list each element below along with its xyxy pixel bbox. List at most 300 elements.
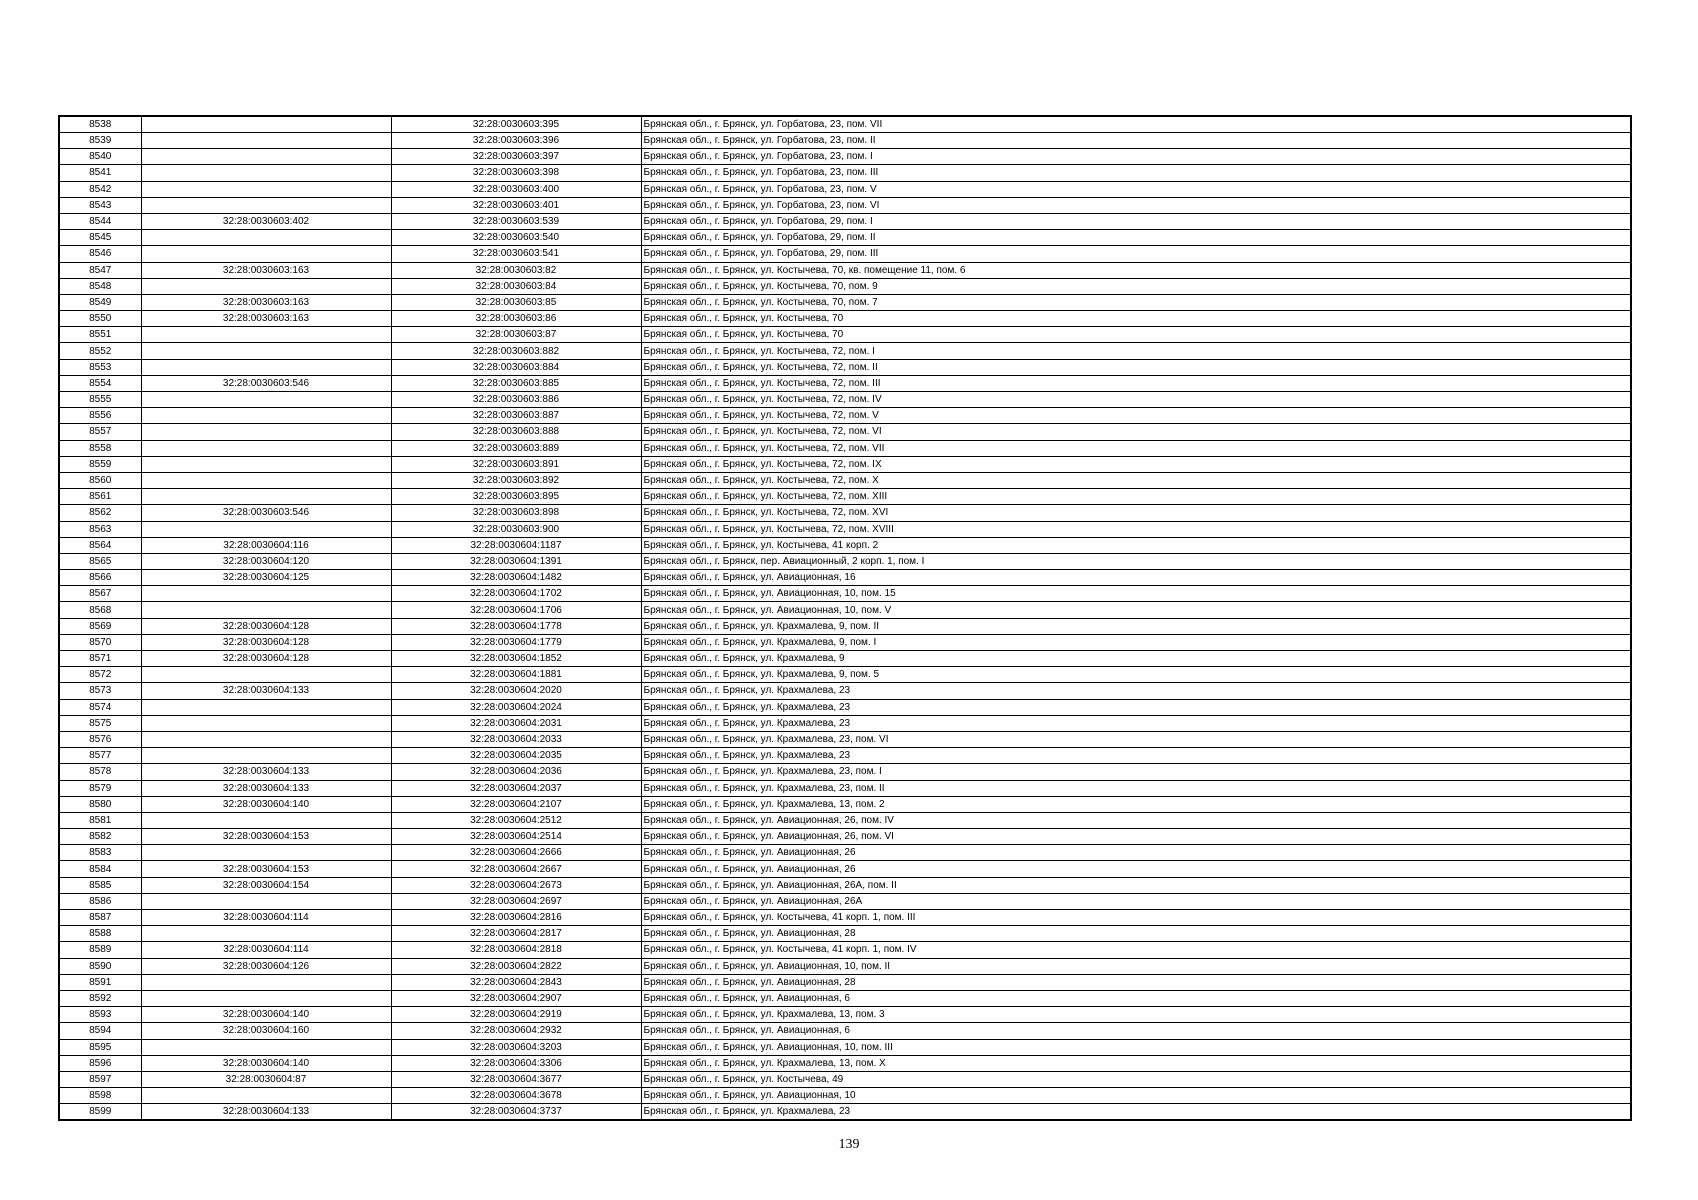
parent-cadastral-cell: 32:28:0030604:114 — [141, 910, 391, 926]
row-number-cell: 8596 — [59, 1055, 141, 1071]
parent-cadastral-cell: 32:28:0030604:133 — [141, 683, 391, 699]
row-number-cell: 8563 — [59, 521, 141, 537]
parent-cadastral-cell — [141, 715, 391, 731]
table-row — [59, 149, 1631, 165]
address-cell: Брянская обл., г. Брянск, ул. Крахмалева, 23 — [641, 1104, 1631, 1121]
address-cell: Брянская обл., г. Брянск, ул. Авиационная, 26А — [641, 893, 1631, 909]
parent-cadastral-cell — [141, 667, 391, 683]
parent-cadastral-cell — [141, 990, 391, 1006]
address-cell: Брянская обл., г. Брянск, ул. Костычева, 41 корп. 1, пом. III — [641, 910, 1631, 926]
row-number-cell: 8550 — [59, 311, 141, 327]
address-cell: Брянская обл., г. Брянск, ул. Крахмалева, 9, пом. II — [641, 618, 1631, 634]
row-number-cell: 8554 — [59, 375, 141, 391]
table-row — [59, 165, 1631, 181]
row-number-cell: 8551 — [59, 327, 141, 343]
cadastral-number-cell: 32:28:0030604:2817 — [391, 926, 641, 942]
table-row — [59, 829, 1631, 845]
cadastral-number-cell: 32:28:0030603:884 — [391, 359, 641, 375]
address-cell: Брянская обл., г. Брянск, ул. Костычева, 70 — [641, 327, 1631, 343]
row-number-cell: 8553 — [59, 359, 141, 375]
row-number-cell: 8538 — [59, 116, 141, 133]
cadastral-number-cell: 32:28:0030604:2843 — [391, 974, 641, 990]
table-row — [59, 294, 1631, 310]
cadastral-number-cell: 32:28:0030603:395 — [391, 116, 641, 133]
address-cell: Брянская обл., г. Брянск, ул. Авиационная, 26 — [641, 861, 1631, 877]
table-row — [59, 796, 1631, 812]
address-cell: Брянская обл., г. Брянск, ул. Авиационная, 10, пом. 15 — [641, 586, 1631, 602]
cadastral-number-cell: 32:28:0030603:85 — [391, 294, 641, 310]
row-number-cell: 8572 — [59, 667, 141, 683]
parent-cadastral-cell — [141, 197, 391, 213]
row-number-cell: 8577 — [59, 748, 141, 764]
cadastral-number-cell: 32:28:0030603:84 — [391, 278, 641, 294]
address-cell: Брянская обл., г. Брянск, ул. Горбатова, 29, пом. III — [641, 246, 1631, 262]
table-body — [59, 116, 1631, 1120]
row-number-cell: 8589 — [59, 942, 141, 958]
parent-cadastral-cell — [141, 974, 391, 990]
address-cell: Брянская обл., г. Брянск, ул. Костычева, 72, пом. X — [641, 472, 1631, 488]
address-cell: Брянская обл., г. Брянск, ул. Крахмалева, 13, пом. 2 — [641, 796, 1631, 812]
table-row — [59, 699, 1631, 715]
cadastral-number-cell: 32:28:0030604:2514 — [391, 829, 641, 845]
address-cell: Брянская обл., г. Брянск, ул. Костычева, 72, пом. V — [641, 408, 1631, 424]
table-row — [59, 651, 1631, 667]
address-cell: Брянская обл., г. Брянск, ул. Костычева, 72, пом. I — [641, 343, 1631, 359]
address-cell: Брянская обл., г. Брянск, ул. Костычева, 72, пом. IV — [641, 392, 1631, 408]
cadastral-number-cell: 32:28:0030604:2033 — [391, 731, 641, 747]
parent-cadastral-cell — [141, 699, 391, 715]
address-cell: Брянская обл., г. Брянск, ул. Костычева, 70, пом. 9 — [641, 278, 1631, 294]
cadastral-number-cell: 32:28:0030604:1778 — [391, 618, 641, 634]
parent-cadastral-cell — [141, 456, 391, 472]
parent-cadastral-cell: 32:28:0030604:128 — [141, 634, 391, 650]
table-row — [59, 230, 1631, 246]
cadastral-number-cell: 32:28:0030604:3203 — [391, 1039, 641, 1055]
parent-cadastral-cell — [141, 926, 391, 942]
cadastral-number-cell: 32:28:0030604:2020 — [391, 683, 641, 699]
cadastral-number-cell: 32:28:0030603:891 — [391, 456, 641, 472]
address-cell: Брянская обл., г. Брянск, ул. Авиационная, 6 — [641, 990, 1631, 1006]
address-cell: Брянская обл., г. Брянск, ул. Костычева, 72, пом. VI — [641, 424, 1631, 440]
row-number-cell: 8558 — [59, 440, 141, 456]
address-cell: Брянская обл., г. Брянск, пер. Авиационный, 2 корп. 1, пом. I — [641, 553, 1631, 569]
address-cell: Брянская обл., г. Брянск, ул. Крахмалева, 23, пом. II — [641, 780, 1631, 796]
table-row — [59, 408, 1631, 424]
row-number-cell: 8597 — [59, 1071, 141, 1087]
row-number-cell: 8541 — [59, 165, 141, 181]
cadastral-number-cell: 32:28:0030603:892 — [391, 472, 641, 488]
table-row — [59, 1023, 1631, 1039]
cadastral-number-cell: 32:28:0030603:889 — [391, 440, 641, 456]
table-row — [59, 116, 1631, 133]
table-row — [59, 667, 1631, 683]
parent-cadastral-cell — [141, 230, 391, 246]
parent-cadastral-cell: 32:28:0030603:402 — [141, 213, 391, 229]
table-row — [59, 1039, 1631, 1055]
address-cell: Брянская обл., г. Брянск, ул. Крахмалева, 9, пом. 5 — [641, 667, 1631, 683]
parent-cadastral-cell — [141, 327, 391, 343]
address-cell: Брянская обл., г. Брянск, ул. Крахмалева, 9, пом. I — [641, 634, 1631, 650]
row-number-cell: 8584 — [59, 861, 141, 877]
row-number-cell: 8568 — [59, 602, 141, 618]
cadastral-number-cell: 32:28:0030603:396 — [391, 133, 641, 149]
cadastral-number-cell: 32:28:0030604:3678 — [391, 1088, 641, 1104]
parent-cadastral-cell — [141, 748, 391, 764]
table-row — [59, 845, 1631, 861]
table-row — [59, 861, 1631, 877]
table-row — [59, 197, 1631, 213]
table-row — [59, 990, 1631, 1006]
table-row — [59, 392, 1631, 408]
parent-cadastral-cell — [141, 343, 391, 359]
table-row — [59, 586, 1631, 602]
parent-cadastral-cell: 32:28:0030604:114 — [141, 942, 391, 958]
table-row — [59, 440, 1631, 456]
row-number-cell: 8594 — [59, 1023, 141, 1039]
cadastral-number-cell: 32:28:0030603:82 — [391, 262, 641, 278]
property-registry-table — [58, 115, 1632, 1121]
cadastral-number-cell: 32:28:0030604:2816 — [391, 910, 641, 926]
address-cell: Брянская обл., г. Брянск, ул. Крахмалева, 23 — [641, 748, 1631, 764]
cadastral-number-cell: 32:28:0030604:2666 — [391, 845, 641, 861]
row-number-cell: 8561 — [59, 489, 141, 505]
cadastral-number-cell: 32:28:0030604:1779 — [391, 634, 641, 650]
table-row — [59, 489, 1631, 505]
cadastral-number-cell: 32:28:0030603:885 — [391, 375, 641, 391]
table-row — [59, 472, 1631, 488]
cadastral-number-cell: 32:28:0030604:3737 — [391, 1104, 641, 1121]
cadastral-number-cell: 32:28:0030603:400 — [391, 181, 641, 197]
table-row — [59, 311, 1631, 327]
cadastral-number-cell: 32:28:0030603:882 — [391, 343, 641, 359]
table-row — [59, 748, 1631, 764]
cadastral-number-cell: 32:28:0030604:2031 — [391, 715, 641, 731]
parent-cadastral-cell: 32:28:0030604:160 — [141, 1023, 391, 1039]
table-row — [59, 570, 1631, 586]
parent-cadastral-cell — [141, 246, 391, 262]
row-number-cell: 8545 — [59, 230, 141, 246]
table-row — [59, 424, 1631, 440]
table-row — [59, 1071, 1631, 1087]
address-cell: Брянская обл., г. Брянск, ул. Горбатова, 23, пом. I — [641, 149, 1631, 165]
cadastral-number-cell: 32:28:0030603:886 — [391, 392, 641, 408]
row-number-cell: 8570 — [59, 634, 141, 650]
cadastral-number-cell: 32:28:0030604:3677 — [391, 1071, 641, 1087]
table-row — [59, 764, 1631, 780]
row-number-cell: 8598 — [59, 1088, 141, 1104]
row-number-cell: 8567 — [59, 586, 141, 602]
row-number-cell: 8591 — [59, 974, 141, 990]
parent-cadastral-cell — [141, 165, 391, 181]
cadastral-number-cell: 32:28:0030604:2667 — [391, 861, 641, 877]
table-row — [59, 327, 1631, 343]
row-number-cell: 8581 — [59, 812, 141, 828]
page-number: 139 — [838, 1137, 860, 1152]
row-number-cell: 8595 — [59, 1039, 141, 1055]
table-row — [59, 926, 1631, 942]
row-number-cell: 8579 — [59, 780, 141, 796]
cadastral-number-cell: 32:28:0030603:887 — [391, 408, 641, 424]
cadastral-number-cell: 32:28:0030603:87 — [391, 327, 641, 343]
cadastral-number-cell: 32:28:0030604:2932 — [391, 1023, 641, 1039]
cadastral-number-cell: 32:28:0030604:2919 — [391, 1007, 641, 1023]
row-number-cell: 8583 — [59, 845, 141, 861]
cadastral-number-cell: 32:28:0030603:895 — [391, 489, 641, 505]
address-cell: Брянская обл., г. Брянск, ул. Крахмалева, 13, пом. 3 — [641, 1007, 1631, 1023]
cadastral-number-cell: 32:28:0030604:2035 — [391, 748, 641, 764]
parent-cadastral-cell — [141, 731, 391, 747]
parent-cadastral-cell: 32:28:0030603:546 — [141, 375, 391, 391]
parent-cadastral-cell — [141, 149, 391, 165]
address-cell: Брянская обл., г. Брянск, ул. Костычева, 72, пом. IX — [641, 456, 1631, 472]
row-number-cell: 8562 — [59, 505, 141, 521]
cadastral-number-cell: 32:28:0030603:86 — [391, 311, 641, 327]
parent-cadastral-cell — [141, 602, 391, 618]
address-cell: Брянская обл., г. Брянск, ул. Авиационная, 26А, пом. II — [641, 877, 1631, 893]
address-cell: Брянская обл., г. Брянск, ул. Костычева, 70, кв. помещение 11, пом. 6 — [641, 262, 1631, 278]
cadastral-number-cell: 32:28:0030603:397 — [391, 149, 641, 165]
address-cell: Брянская обл., г. Брянск, ул. Горбатова, 29, пом. I — [641, 213, 1631, 229]
cadastral-number-cell: 32:28:0030604:2512 — [391, 812, 641, 828]
cadastral-number-cell: 32:28:0030604:1482 — [391, 570, 641, 586]
row-number-cell: 8557 — [59, 424, 141, 440]
parent-cadastral-cell — [141, 1039, 391, 1055]
row-number-cell: 8582 — [59, 829, 141, 845]
cadastral-number-cell: 32:28:0030604:1391 — [391, 553, 641, 569]
address-cell: Брянская обл., г. Брянск, ул. Костычева, 70, пом. 7 — [641, 294, 1631, 310]
address-cell: Брянская обл., г. Брянск, ул. Крахмалева, 23 — [641, 715, 1631, 731]
table-row — [59, 812, 1631, 828]
address-cell: Брянская обл., г. Брянск, ул. Горбатова, 23, пом. V — [641, 181, 1631, 197]
address-cell: Брянская обл., г. Брянск, ул. Костычева, 41 корп. 1, пом. IV — [641, 942, 1631, 958]
address-cell: Брянская обл., г. Брянск, ул. Горбатова, 29, пом. II — [641, 230, 1631, 246]
table-row — [59, 375, 1631, 391]
parent-cadastral-cell: 32:28:0030604:87 — [141, 1071, 391, 1087]
cadastral-number-cell: 32:28:0030604:2697 — [391, 893, 641, 909]
parent-cadastral-cell — [141, 424, 391, 440]
row-number-cell: 8574 — [59, 699, 141, 715]
row-number-cell: 8586 — [59, 893, 141, 909]
parent-cadastral-cell — [141, 472, 391, 488]
address-cell: Брянская обл., г. Брянск, ул. Костычева, 70 — [641, 311, 1631, 327]
parent-cadastral-cell — [141, 586, 391, 602]
address-cell: Брянская обл., г. Брянск, ул. Горбатова, 23, пом. VI — [641, 197, 1631, 213]
row-number-cell: 8540 — [59, 149, 141, 165]
parent-cadastral-cell: 32:28:0030603:546 — [141, 505, 391, 521]
table-row — [59, 456, 1631, 472]
address-cell: Брянская обл., г. Брянск, ул. Крахмалева, 13, пом. X — [641, 1055, 1631, 1071]
address-cell: Брянская обл., г. Брянск, ул. Крахмалева, 23 — [641, 683, 1631, 699]
parent-cadastral-cell: 32:28:0030603:163 — [141, 294, 391, 310]
row-number-cell: 8560 — [59, 472, 141, 488]
cadastral-number-cell: 32:28:0030603:541 — [391, 246, 641, 262]
cadastral-number-cell: 32:28:0030604:1852 — [391, 651, 641, 667]
parent-cadastral-cell: 32:28:0030604:128 — [141, 651, 391, 667]
parent-cadastral-cell — [141, 181, 391, 197]
table-row — [59, 246, 1631, 262]
parent-cadastral-cell — [141, 1088, 391, 1104]
address-cell: Брянская обл., г. Брянск, ул. Авиационная, 28 — [641, 974, 1631, 990]
parent-cadastral-cell — [141, 812, 391, 828]
row-number-cell: 8565 — [59, 553, 141, 569]
table-row — [59, 683, 1631, 699]
parent-cadastral-cell: 32:28:0030604:133 — [141, 764, 391, 780]
table-row — [59, 1088, 1631, 1104]
row-number-cell: 8542 — [59, 181, 141, 197]
parent-cadastral-cell — [141, 133, 391, 149]
row-number-cell: 8548 — [59, 278, 141, 294]
table-row — [59, 618, 1631, 634]
parent-cadastral-cell — [141, 489, 391, 505]
table-row — [59, 893, 1631, 909]
row-number-cell: 8549 — [59, 294, 141, 310]
table-row — [59, 213, 1631, 229]
address-cell: Брянская обл., г. Брянск, ул. Крахмалева, 23, пом. VI — [641, 731, 1631, 747]
row-number-cell: 8539 — [59, 133, 141, 149]
row-number-cell: 8564 — [59, 537, 141, 553]
parent-cadastral-cell: 32:28:0030604:116 — [141, 537, 391, 553]
row-number-cell: 8573 — [59, 683, 141, 699]
table-row — [59, 133, 1631, 149]
table-row — [59, 359, 1631, 375]
parent-cadastral-cell — [141, 440, 391, 456]
cadastral-number-cell: 32:28:0030604:1187 — [391, 537, 641, 553]
row-number-cell: 8585 — [59, 877, 141, 893]
address-cell: Брянская обл., г. Брянск, ул. Авиационная, 10 — [641, 1088, 1631, 1104]
parent-cadastral-cell: 32:28:0030604:133 — [141, 780, 391, 796]
row-number-cell: 8587 — [59, 910, 141, 926]
row-number-cell: 8593 — [59, 1007, 141, 1023]
row-number-cell: 8599 — [59, 1104, 141, 1121]
table-row — [59, 910, 1631, 926]
address-cell: Брянская обл., г. Брянск, ул. Крахмалева, 23, пом. I — [641, 764, 1631, 780]
parent-cadastral-cell — [141, 845, 391, 861]
cadastral-number-cell: 32:28:0030603:898 — [391, 505, 641, 521]
row-number-cell: 8556 — [59, 408, 141, 424]
parent-cadastral-cell — [141, 392, 391, 408]
cadastral-number-cell: 32:28:0030603:398 — [391, 165, 641, 181]
address-cell: Брянская обл., г. Брянск, ул. Авиационная, 26, пом. VI — [641, 829, 1631, 845]
cadastral-number-cell: 32:28:0030604:2024 — [391, 699, 641, 715]
address-cell: Брянская обл., г. Брянск, ул. Авиационная, 26, пом. IV — [641, 812, 1631, 828]
table-row — [59, 553, 1631, 569]
address-cell: Брянская обл., г. Брянск, ул. Костычева, 41 корп. 2 — [641, 537, 1631, 553]
cadastral-number-cell: 32:28:0030604:2673 — [391, 877, 641, 893]
cadastral-number-cell: 32:28:0030604:2037 — [391, 780, 641, 796]
parent-cadastral-cell — [141, 408, 391, 424]
table-row — [59, 634, 1631, 650]
address-cell: Брянская обл., г. Брянск, ул. Авиационная, 28 — [641, 926, 1631, 942]
table-row — [59, 343, 1631, 359]
parent-cadastral-cell: 32:28:0030604:153 — [141, 861, 391, 877]
row-number-cell: 8578 — [59, 764, 141, 780]
table-row — [59, 974, 1631, 990]
cadastral-number-cell: 32:28:0030604:2907 — [391, 990, 641, 1006]
cadastral-number-cell: 32:28:0030604:1702 — [391, 586, 641, 602]
table-row — [59, 537, 1631, 553]
parent-cadastral-cell: 32:28:0030604:140 — [141, 1055, 391, 1071]
parent-cadastral-cell — [141, 521, 391, 537]
address-cell: Брянская обл., г. Брянск, ул. Авиационная, 16 — [641, 570, 1631, 586]
parent-cadastral-cell: 32:28:0030603:163 — [141, 262, 391, 278]
table-row — [59, 780, 1631, 796]
parent-cadastral-cell — [141, 359, 391, 375]
parent-cadastral-cell: 32:28:0030603:163 — [141, 311, 391, 327]
parent-cadastral-cell: 32:28:0030604:133 — [141, 1104, 391, 1121]
table-row — [59, 877, 1631, 893]
address-cell: Брянская обл., г. Брянск, ул. Горбатова, 23, пом. II — [641, 133, 1631, 149]
row-number-cell: 8592 — [59, 990, 141, 1006]
address-cell: Брянская обл., г. Брянск, ул. Костычева, 49 — [641, 1071, 1631, 1087]
address-cell: Брянская обл., г. Брянск, ул. Костычева, 72, пом. VII — [641, 440, 1631, 456]
table-row — [59, 278, 1631, 294]
cadastral-number-cell: 32:28:0030603:900 — [391, 521, 641, 537]
table-row — [59, 505, 1631, 521]
address-cell: Брянская обл., г. Брянск, ул. Авиационная, 6 — [641, 1023, 1631, 1039]
cadastral-number-cell: 32:28:0030604:3306 — [391, 1055, 641, 1071]
cadastral-number-cell: 32:28:0030604:2822 — [391, 958, 641, 974]
address-cell: Брянская обл., г. Брянск, ул. Крахмалева, 23 — [641, 699, 1631, 715]
table-row — [59, 1104, 1631, 1121]
cadastral-number-cell: 32:28:0030603:888 — [391, 424, 641, 440]
row-number-cell: 8544 — [59, 213, 141, 229]
address-cell: Брянская обл., г. Брянск, ул. Костычева, 72, пом. XVI — [641, 505, 1631, 521]
address-cell: Брянская обл., г. Брянск, ул. Авиационная, 26 — [641, 845, 1631, 861]
row-number-cell: 8590 — [59, 958, 141, 974]
row-number-cell: 8566 — [59, 570, 141, 586]
cadastral-number-cell: 32:28:0030604:1706 — [391, 602, 641, 618]
parent-cadastral-cell: 32:28:0030604:140 — [141, 1007, 391, 1023]
address-cell: Брянская обл., г. Брянск, ул. Крахмалева, 9 — [641, 651, 1631, 667]
address-cell: Брянская обл., г. Брянск, ул. Костычева, 72, пом. III — [641, 375, 1631, 391]
parent-cadastral-cell: 32:28:0030604:125 — [141, 570, 391, 586]
row-number-cell: 8559 — [59, 456, 141, 472]
table-row — [59, 1007, 1631, 1023]
address-cell: Брянская обл., г. Брянск, ул. Авиационная, 10, пом. V — [641, 602, 1631, 618]
address-cell: Брянская обл., г. Брянск, ул. Авиационная, 10, пом. II — [641, 958, 1631, 974]
parent-cadastral-cell: 32:28:0030604:154 — [141, 877, 391, 893]
table-row — [59, 521, 1631, 537]
row-number-cell: 8543 — [59, 197, 141, 213]
parent-cadastral-cell: 32:28:0030604:140 — [141, 796, 391, 812]
row-number-cell: 8588 — [59, 926, 141, 942]
parent-cadastral-cell: 32:28:0030604:126 — [141, 958, 391, 974]
parent-cadastral-cell: 32:28:0030604:120 — [141, 553, 391, 569]
parent-cadastral-cell: 32:28:0030604:153 — [141, 829, 391, 845]
cadastral-number-cell: 32:28:0030604:1881 — [391, 667, 641, 683]
address-cell: Брянская обл., г. Брянск, ул. Костычева, 72, пом. XIII — [641, 489, 1631, 505]
address-cell: Брянская обл., г. Брянск, ул. Горбатова, 23, пом. III — [641, 165, 1631, 181]
table-row — [59, 715, 1631, 731]
cadastral-number-cell: 32:28:0030603:401 — [391, 197, 641, 213]
table-row — [59, 602, 1631, 618]
table-row — [59, 1055, 1631, 1071]
row-number-cell: 8569 — [59, 618, 141, 634]
address-cell: Брянская обл., г. Брянск, ул. Горбатова, 23, пом. VII — [641, 116, 1631, 133]
cadastral-number-cell: 32:28:0030603:539 — [391, 213, 641, 229]
cadastral-number-cell: 32:28:0030603:540 — [391, 230, 641, 246]
row-number-cell: 8552 — [59, 343, 141, 359]
table-row — [59, 942, 1631, 958]
cadastral-number-cell: 32:28:0030604:2036 — [391, 764, 641, 780]
table-row — [59, 958, 1631, 974]
table-row — [59, 262, 1631, 278]
cadastral-number-cell: 32:28:0030604:2107 — [391, 796, 641, 812]
row-number-cell: 8580 — [59, 796, 141, 812]
address-cell: Брянская обл., г. Брянск, ул. Костычева, 72, пом. XVIII — [641, 521, 1631, 537]
address-cell: Брянская обл., г. Брянск, ул. Костычева, 72, пом. II — [641, 359, 1631, 375]
row-number-cell: 8576 — [59, 731, 141, 747]
